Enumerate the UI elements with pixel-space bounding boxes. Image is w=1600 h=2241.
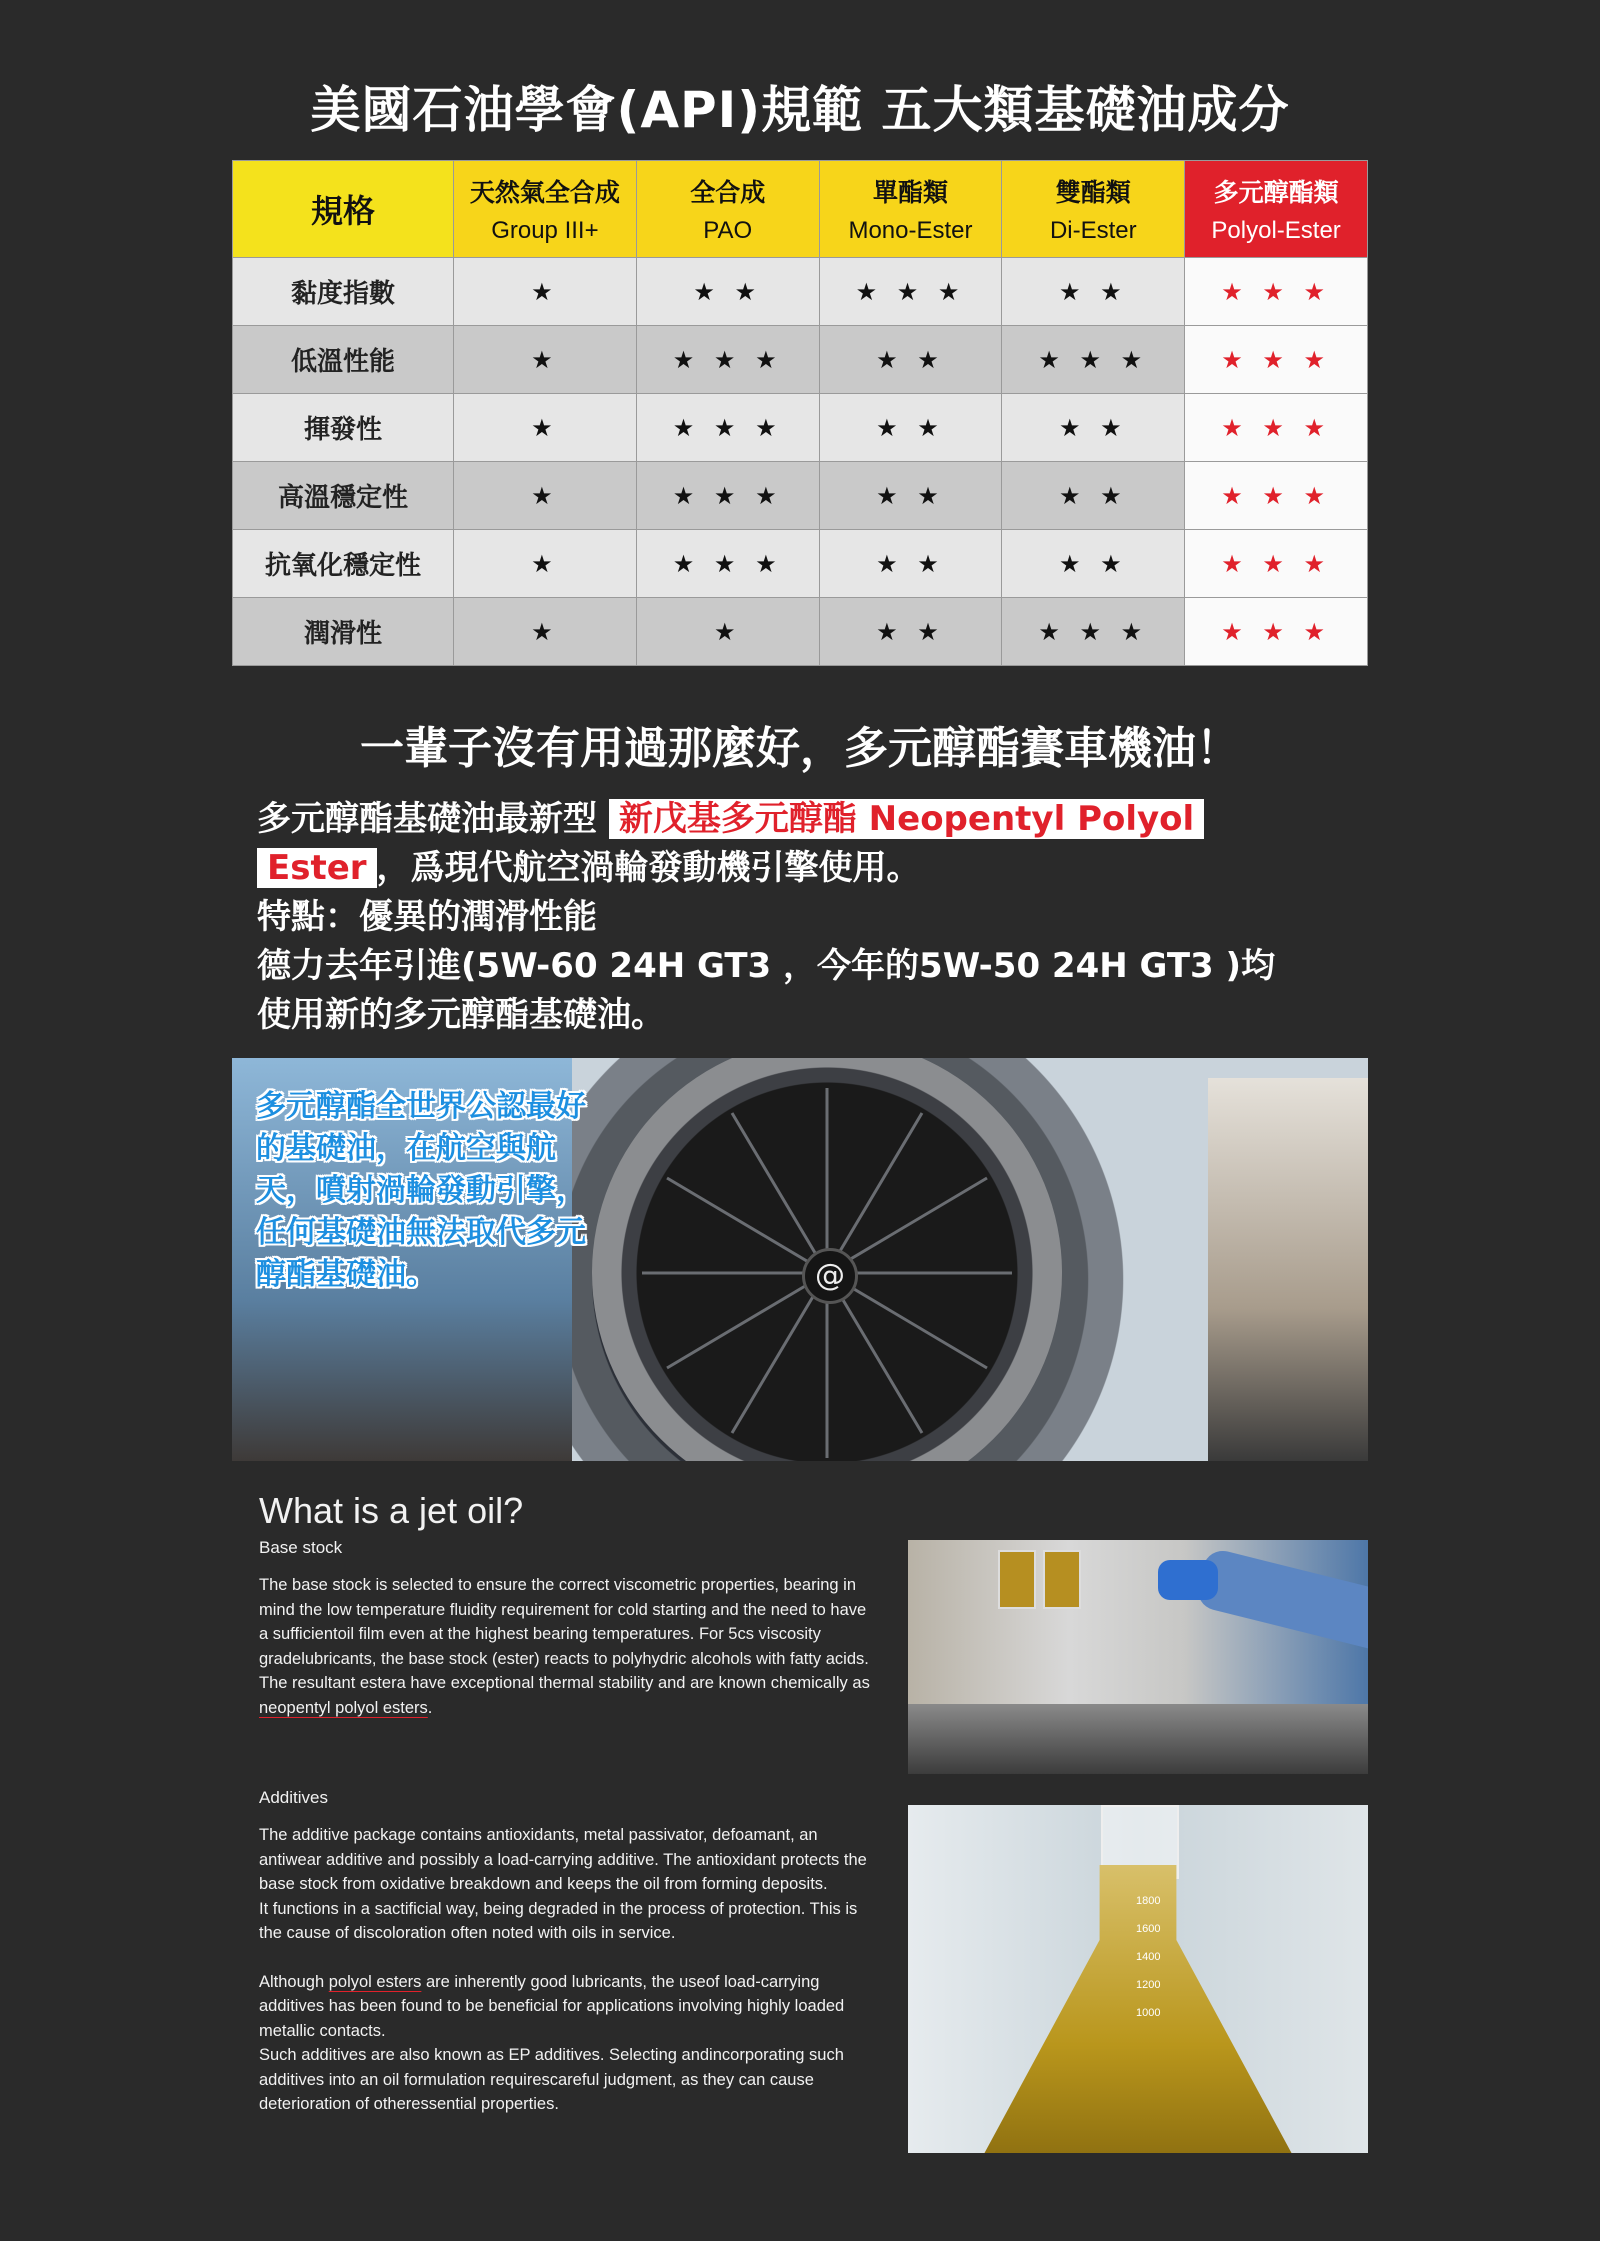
- base-stock-paragraph-2: [259, 1671, 879, 1720]
- intro-product-line: 德力去年引進(5W-60 24H GT3 ，今年的5W-50 24H GT3 )均: [257, 946, 1276, 986]
- row-label: 低溫性能: [233, 326, 454, 394]
- polyol-esters-term: polyol esters: [328, 1972, 422, 1991]
- oil-bottle-image: [998, 1550, 1036, 1609]
- star-rating: ★ ★: [1002, 462, 1185, 530]
- column-header-di-ester: [1002, 161, 1185, 258]
- star-rating: ★ ★: [819, 394, 1002, 462]
- column-header-zh: 全合成: [690, 178, 766, 207]
- table-header-row: [233, 161, 1368, 258]
- table-row: [233, 326, 1368, 394]
- jet-engine-banner: [232, 1058, 1368, 1461]
- star-rating: ★ ★: [1002, 394, 1185, 462]
- intro-line-1: [257, 795, 1377, 844]
- star-rating: ★ ★ ★: [636, 462, 819, 530]
- lab-bench-image: [908, 1704, 1368, 1774]
- table-row: [233, 530, 1368, 598]
- star-rating: ★: [454, 530, 637, 598]
- star-rating: ★ ★: [1002, 258, 1185, 326]
- star-rating: ★ ★: [819, 462, 1002, 530]
- intro-feature-line: 特點：優異的潤滑性能: [257, 897, 597, 937]
- base-stock-text: [259, 1573, 879, 1720]
- additives-paragraph-4: Such additives are also known as EP additives. Selecting andincorporating such additives into an oil formulation requirescareful judgment, as they can cause deterioration of otheressential properties.: [259, 2046, 844, 2113]
- jet-oil-heading: What is a jet oil?: [259, 1490, 524, 1531]
- additives-title: Additives: [259, 1788, 328, 1807]
- star-rating: ★ ★ ★: [1185, 598, 1368, 666]
- row-label: 高溫穩定性: [233, 462, 454, 530]
- table-row: [233, 394, 1368, 462]
- additives-p3-suffix: are inherently good lubricants, the useof load-carrying additives has been found to be beneficial for applications involving highly loaded metallic contacts.: [259, 1972, 845, 2040]
- row-label: 黏度指數: [233, 258, 454, 326]
- flask-graduation: 1000: [1136, 2007, 1161, 2019]
- star-rating: ★: [454, 394, 637, 462]
- jet-engine-image: [592, 1058, 1062, 1461]
- intro-line-2: [257, 844, 1377, 893]
- row-label: 揮發性: [233, 394, 454, 462]
- intro-paragraph: [257, 795, 1377, 1040]
- column-header-zh: 多元醇酯類: [1213, 178, 1339, 207]
- star-rating: ★ ★ ★: [1185, 530, 1368, 598]
- star-rating: ★ ★ ★: [1185, 394, 1368, 462]
- additives-paragraph-2: It functions in a sactificial way, being degraded in the process of protection. This is the cause of discoloration often noted with oils in service.: [259, 1899, 858, 1942]
- star-rating: ★ ★ ★: [1002, 326, 1185, 394]
- table-row: [233, 462, 1368, 530]
- glove-image: [1158, 1560, 1218, 1600]
- lab-photo: [908, 1540, 1368, 1774]
- base-stock-p2-suffix: .: [427, 1698, 433, 1717]
- additives-p3-prefix: Although: [259, 1972, 329, 1991]
- slogan-heading: 一輩子沒有用過那麼好，多元醇酯賽車機油！: [360, 723, 1240, 774]
- page-title: 美國石油學會(API)規範 五大類基礎油成分: [310, 81, 1290, 139]
- column-header-mono-ester: [819, 161, 1002, 258]
- column-header-en: Polyol-Ester: [1211, 217, 1341, 244]
- row-label: 潤滑性: [233, 598, 454, 666]
- base-stock-p2-prefix: The resultant estera have exceptional thermal stability and are known chemically as: [259, 1674, 870, 1692]
- intro-closing-line: 使用新的多元醇酯基礎油。: [257, 995, 665, 1035]
- additives-paragraph-1: The additive package contains antioxidants, metal passivator, defoamant, an antiwear additive and possibly a load-carrying additive. The antioxidant protects the base stock from oxidative breakdown and keeps the oil from forming deposits.: [259, 1826, 867, 1893]
- star-rating: ★ ★: [819, 530, 1002, 598]
- flask-graduation: 1800: [1136, 1895, 1161, 1907]
- table-row: [233, 598, 1368, 666]
- column-header-en: Di-Ester: [1049, 217, 1137, 244]
- intro-line-1-prefix: 多元醇酯基礎油最新型: [257, 799, 597, 839]
- column-header-en: Mono-Ester: [848, 217, 973, 244]
- additives-text: [259, 1823, 879, 2117]
- star-rating: ★ ★ ★: [819, 258, 1002, 326]
- banner-caption: 多元醇酯全世界公認最好的基礎油，在航空與航天，噴射渦輪發動引擎，任何基礎油無法取代多元醇酯基礎油。: [256, 1089, 586, 1292]
- spec-header: 規格: [233, 161, 454, 258]
- flask-graduation: 1400: [1136, 1951, 1161, 1963]
- star-rating: ★ ★ ★: [636, 530, 819, 598]
- star-rating: ★: [454, 258, 637, 326]
- star-rating: ★: [636, 598, 819, 666]
- column-header-zh: 天然氣全合成: [469, 178, 620, 207]
- additives-paragraph-3: [259, 1970, 879, 2044]
- neopentyl-polyol-esters-term: neopentyl polyol esters: [259, 1698, 428, 1717]
- star-rating: ★ ★: [819, 326, 1002, 394]
- building-background: [1208, 1078, 1368, 1461]
- star-rating: ★ ★ ★: [1002, 598, 1185, 666]
- star-rating: ★ ★: [819, 598, 1002, 666]
- star-rating: ★ ★ ★: [636, 394, 819, 462]
- base-stock-paragraph-1: The base stock is selected to ensure the correct viscometric properties, bearing in mind the low temperature fluidity requirement for cold starting and the need to have a sufficientoil film even at the highest bearing temperatures. For 5cs viscosity gradelubricants, the base stock (ester) reacts to polyhydric alcohols with fatty acids.: [259, 1576, 869, 1668]
- column-header-zh: 雙酯類: [1055, 178, 1131, 207]
- column-header-group3: [454, 161, 637, 258]
- base-stock-title: Base stock: [259, 1538, 343, 1557]
- star-rating: ★ ★ ★: [1185, 326, 1368, 394]
- column-header-polyol-ester: [1185, 161, 1368, 258]
- star-rating: ★: [454, 462, 637, 530]
- star-rating: ★ ★ ★: [1185, 462, 1368, 530]
- column-header-zh: 單酯類: [872, 178, 948, 207]
- star-rating: ★ ★: [636, 258, 819, 326]
- neopentyl-highlight: 新戊基多元醇酯 Neopentyl Polyol: [609, 799, 1204, 839]
- star-rating: ★: [454, 326, 637, 394]
- star-rating: ★ ★ ★: [1185, 258, 1368, 326]
- column-header-en: PAO: [703, 217, 753, 244]
- flask-photo: [908, 1805, 1368, 2153]
- star-rating: ★: [454, 598, 637, 666]
- column-header-en: Group III+: [491, 217, 599, 244]
- intro-line-2-suffix: ，爲現代航空渦輪發動機引擎使用。: [376, 848, 921, 888]
- column-header-pao: [636, 161, 819, 258]
- spinner-swirl-icon: @: [802, 1248, 858, 1304]
- ester-highlight: Ester: [257, 848, 377, 888]
- scientist-arm-image: [1194, 1547, 1368, 1654]
- table-row: [233, 258, 1368, 326]
- oil-bottle-image: [1043, 1550, 1081, 1609]
- base-oil-comparison-table: [232, 160, 1368, 666]
- flask-graduation: 1200: [1136, 1979, 1161, 1991]
- star-rating: ★ ★ ★: [636, 326, 819, 394]
- row-label: 抗氧化穩定性: [233, 530, 454, 598]
- star-rating: ★ ★: [1002, 530, 1185, 598]
- flask-graduation: 1600: [1136, 1923, 1161, 1935]
